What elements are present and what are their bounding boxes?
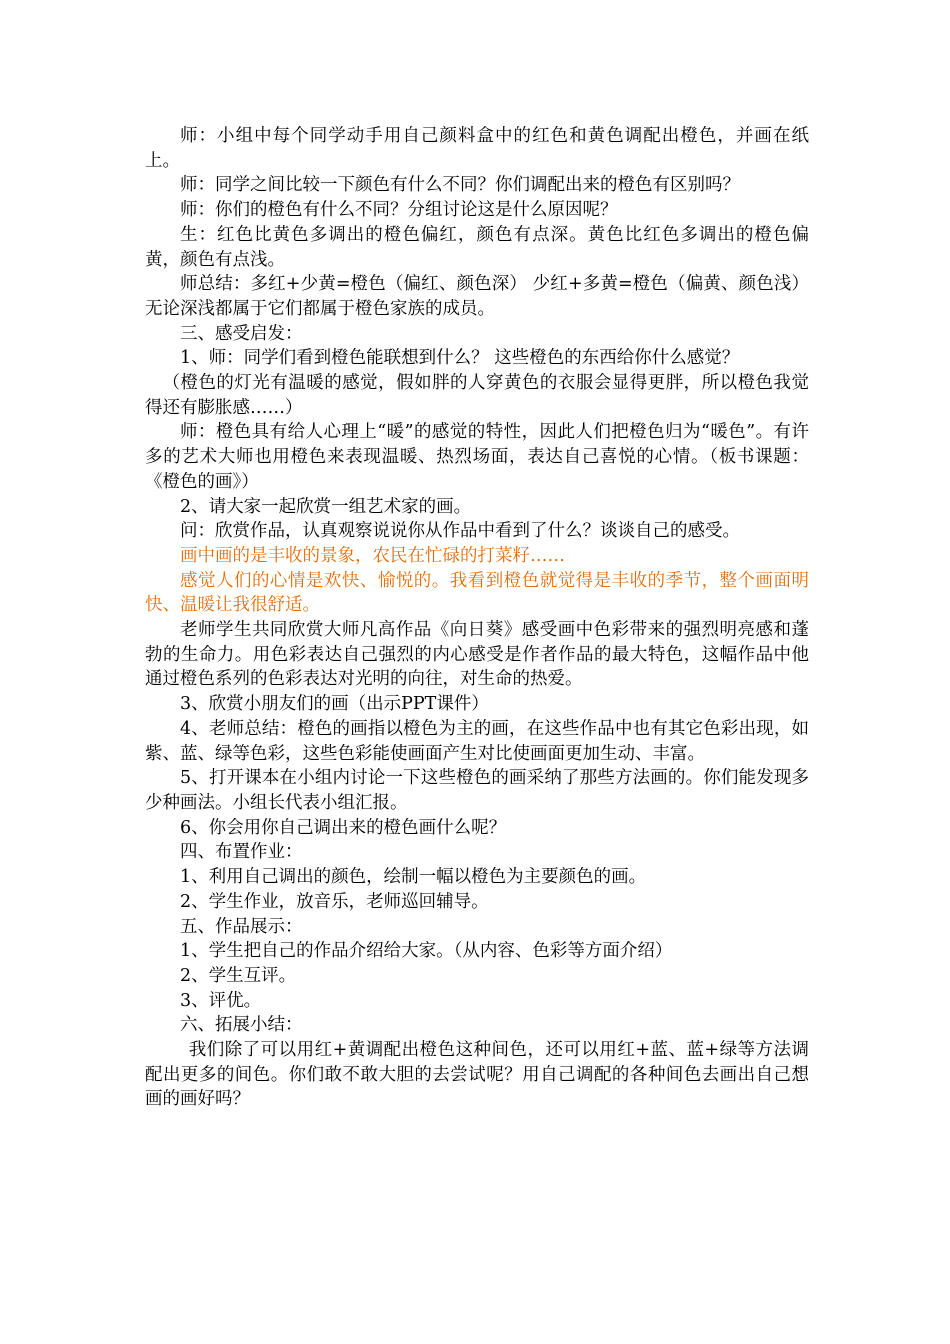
paragraph: 1、学生把自己的作品介绍给大家。（从内容、色彩等方面介绍） xyxy=(180,941,673,962)
paragraph: （橙色的灯光有温暖的感觉，假如胖的人穿黄色的衣服会显得更胖，所以橙色我觉得还有膨胀感……） xyxy=(145,373,809,418)
paragraph: 4、老师总结：橙色的画指以橙色为主的画，在这些作品中也有其它色彩出现，如紫、蓝、绿等色彩，这些色彩能使画面产生对比使画面更加生动、丰富。 xyxy=(145,718,809,764)
paragraph: 师：橙色具有给人心理上“暖”的感觉的特性，因此人们把橙色归为“暖色”。有许多的艺术大师也用橙色来表现温暖、热烈场面，表达自己喜悦的心情。（板书课题：《橙色的画》） xyxy=(145,422,809,492)
highlighted-paragraph: 感觉人们的心情是欢快、愉悦的。我看到橙色就觉得是丰收的季节，整个画面明快、温暖让我很舒适。 xyxy=(145,570,809,616)
paragraph: 3、评优。 xyxy=(180,990,262,1011)
paragraph: 师总结：多红+少黄=橙色（偏红、颜色深） 少红+多黄=橙色（偏黄、颜色浅）无论深浅都属于它们都属于橙色家族的成员。 xyxy=(145,274,809,319)
paragraph: 2、学生互评。 xyxy=(180,965,297,986)
document-body xyxy=(145,124,809,1112)
section-heading: 六、拓展小结： xyxy=(180,1015,303,1036)
paragraph: 师：你们的橙色有什么不同？分组讨论这是什么原因呢？ xyxy=(180,200,618,221)
paragraph: 1、利用自己调出的颜色，绘制一幅以橙色为主要颜色的画。 xyxy=(180,867,647,888)
paragraph: 师：同学之间比较一下颜色有什么不同？你们调配出来的橙色有区别吗？ xyxy=(180,175,740,196)
paragraph: 1、师：同学们看到橙色能联想到什么？ 这些橙色的东西给你什么感觉？ xyxy=(180,348,740,369)
highlighted-paragraph: 画中画的是丰收的景象，农民在忙碌的打菜籽…… xyxy=(180,545,565,566)
paragraph: 3、欣赏小朋友们的画（出示PPT课件） xyxy=(180,694,489,715)
section-heading: 四、布置作业： xyxy=(180,842,303,863)
paragraph: 生：红色比黄色多调出的橙色偏红，颜色有点深。黄色比红色多调出的橙色偏黄，颜色有点浅。 xyxy=(145,224,809,270)
paragraph: 2、学生作业，放音乐，老师巡回辅导。 xyxy=(180,891,489,912)
paragraph: 5、打开课本在小组内讨论一下这些橙色的画采纳了那些方法画的。你们能发现多少种画法。小组长代表小组汇报。 xyxy=(145,768,809,813)
section-heading: 三、感受启发： xyxy=(180,323,303,344)
paragraph: 师：小组中每个同学动手用自己颜料盒中的红色和黄色调配出橙色，并画在纸上。 xyxy=(145,126,809,171)
paragraph: 2、请大家一起欣赏一组艺术家的画。 xyxy=(180,496,472,517)
paragraph: 6、你会用你自己调出来的橙色画什么呢？ xyxy=(180,817,507,838)
paragraph: 老师学生共同欣赏大师凡高作品《向日葵》感受画中色彩带来的强烈明亮感和蓬勃的生命力。用色彩表达自己强烈的内心感受是作者作品的最大特色，这幅作品中他通过橙色系列的色彩表达对光明的向往，对生命的热爱。 xyxy=(145,620,809,690)
paragraph: 我们除了可以用红+黄调配出橙色这种间色，还可以用红+蓝、蓝+绿等方法调配出更多的间色。你们敢不敢大胆的去尝试呢？用自己调配的各种间色去画出自己想画的画好吗？ xyxy=(145,1040,809,1110)
section-heading: 五、作品展示： xyxy=(180,916,303,937)
paragraph: 问：欣赏作品，认真观察说说你从作品中看到了什么？谈谈自己的感受。 xyxy=(180,521,740,542)
